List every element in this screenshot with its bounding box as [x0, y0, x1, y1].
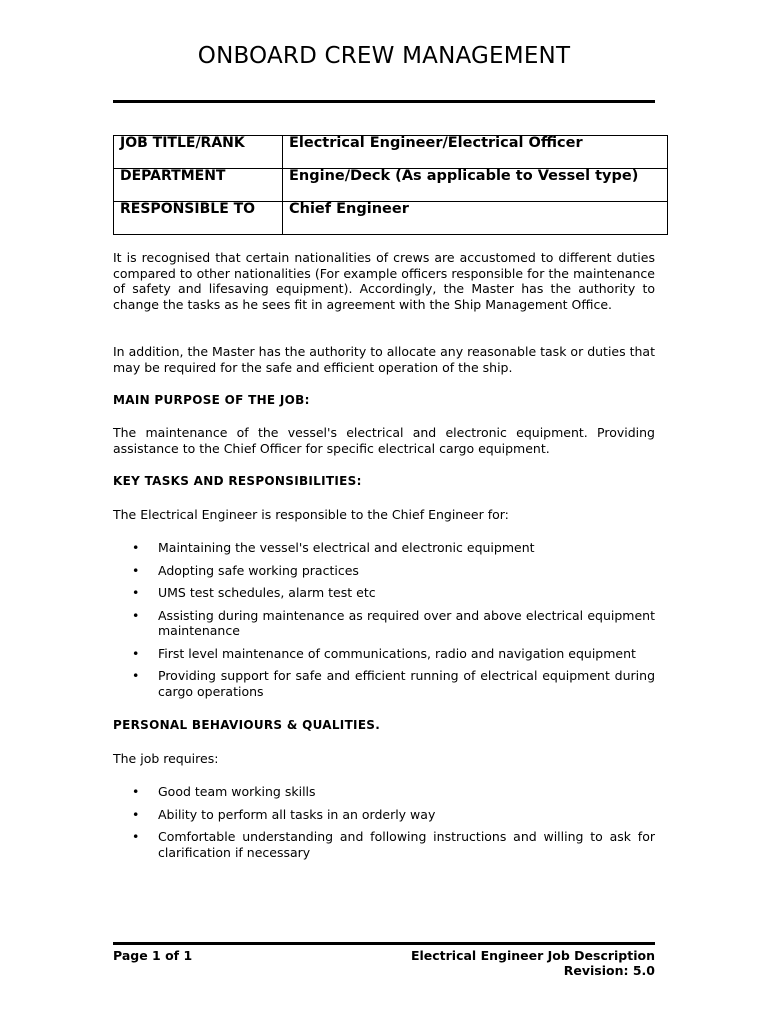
- behaviours-list: [113, 784, 655, 860]
- page-title: ONBOARD CREW MANAGEMENT: [197, 43, 571, 69]
- behaviours-intro: The job requires:: [113, 751, 219, 766]
- behaviours-heading: PERSONAL BEHAVIOURS & QUALITIES.: [113, 718, 381, 732]
- list-item-text: Maintaining the vessel's electrical and electronic equipment: [158, 540, 535, 555]
- department-label: DEPARTMENT: [114, 169, 283, 202]
- main-purpose-text: The maintenance of the vessel's electrical and electronic equipment. Providing assistance to the Chief Officer for specific electrical cargo equipment.: [113, 425, 655, 456]
- intro-paragraph-1-block: [113, 250, 655, 312]
- list-item: [113, 646, 655, 662]
- list-item: [113, 807, 655, 823]
- responsible-to-label: RESPONSIBLE TO: [114, 202, 283, 235]
- table-row: [114, 202, 668, 235]
- job-title-value: Electrical Engineer/Electrical Officer: [283, 136, 668, 169]
- intro-paragraph-1: It is recognised that certain nationalities of crews are accustomed to different duties compared to other nationalities (For example officers responsible for the maintenance of safety and lifesaving equipment). Accordingly, the Master has the authority to change the tasks as he sees fit in agreement with the Ship Management Office.: [113, 250, 655, 312]
- bullet-icon: •: [132, 585, 140, 600]
- list-item-text: Ability to perform all tasks in an orderly way: [158, 806, 436, 822]
- list-item-text: Good team working skills: [158, 784, 316, 799]
- list-item-text: First level maintenance of communications, radio and navigation equipment: [158, 645, 636, 661]
- bullet-icon: •: [132, 829, 140, 844]
- table-row: [114, 169, 668, 202]
- key-tasks-list: [113, 540, 655, 699]
- list-item-text: Adopting safe working practices: [158, 562, 359, 578]
- list-item: [113, 784, 655, 800]
- job-info-table: [113, 135, 668, 235]
- department-value: Engine/Deck (As applicable to Vessel type): [283, 169, 668, 202]
- job-title-label: JOB TITLE/RANK: [114, 136, 283, 169]
- bullet-icon: •: [132, 668, 140, 683]
- list-item: [113, 668, 655, 699]
- list-item: [113, 540, 655, 556]
- list-item: [113, 563, 655, 579]
- main-purpose-heading: MAIN PURPOSE OF THE JOB:: [113, 393, 310, 407]
- list-item: [113, 829, 655, 860]
- main-purpose-block: [113, 425, 655, 456]
- intro-paragraph-2: In addition, the Master has the authority to allocate any reasonable task or duties that may be required for the safe and efficient operation of the ship.: [113, 344, 655, 375]
- bullet-icon: •: [132, 784, 140, 799]
- responsible-to-value: Chief Engineer: [283, 202, 668, 235]
- page-number: Page 1 of 1: [113, 948, 193, 963]
- bullet-icon: •: [132, 540, 140, 555]
- key-tasks-heading: KEY TASKS AND RESPONSIBILITIES:: [113, 474, 362, 488]
- list-item-text: Providing support for safe and efficient running of electrical equipment during cargo operations: [158, 668, 655, 699]
- list-item-text: UMS test schedules, alarm test etc: [158, 585, 376, 600]
- footer-doc-title: Electrical Engineer Job Description: [410, 948, 655, 963]
- table-row: [114, 136, 668, 169]
- key-tasks-intro: The Electrical Engineer is responsible to the Chief Engineer for:: [113, 507, 509, 522]
- footer-divider: [113, 942, 655, 945]
- intro-paragraph-2-block: [113, 344, 655, 375]
- list-item: [113, 608, 655, 639]
- footer-revision: Revision: 5.0: [563, 963, 655, 978]
- bullet-icon: •: [132, 562, 140, 578]
- behaviours-list-block: [113, 784, 655, 867]
- list-item-text: Comfortable understanding and following instructions and willing to ask for clarification if necessary: [158, 829, 655, 860]
- title-divider: [113, 100, 655, 103]
- key-tasks-list-block: [113, 540, 655, 706]
- footer-doc-info: [411, 948, 655, 978]
- list-item-text: Assisting during maintenance as required over and above electrical equipment maintenance: [158, 607, 655, 638]
- bullet-icon: •: [132, 607, 140, 623]
- bullet-icon: •: [132, 645, 140, 661]
- list-item: [113, 585, 655, 601]
- bullet-icon: •: [132, 806, 140, 822]
